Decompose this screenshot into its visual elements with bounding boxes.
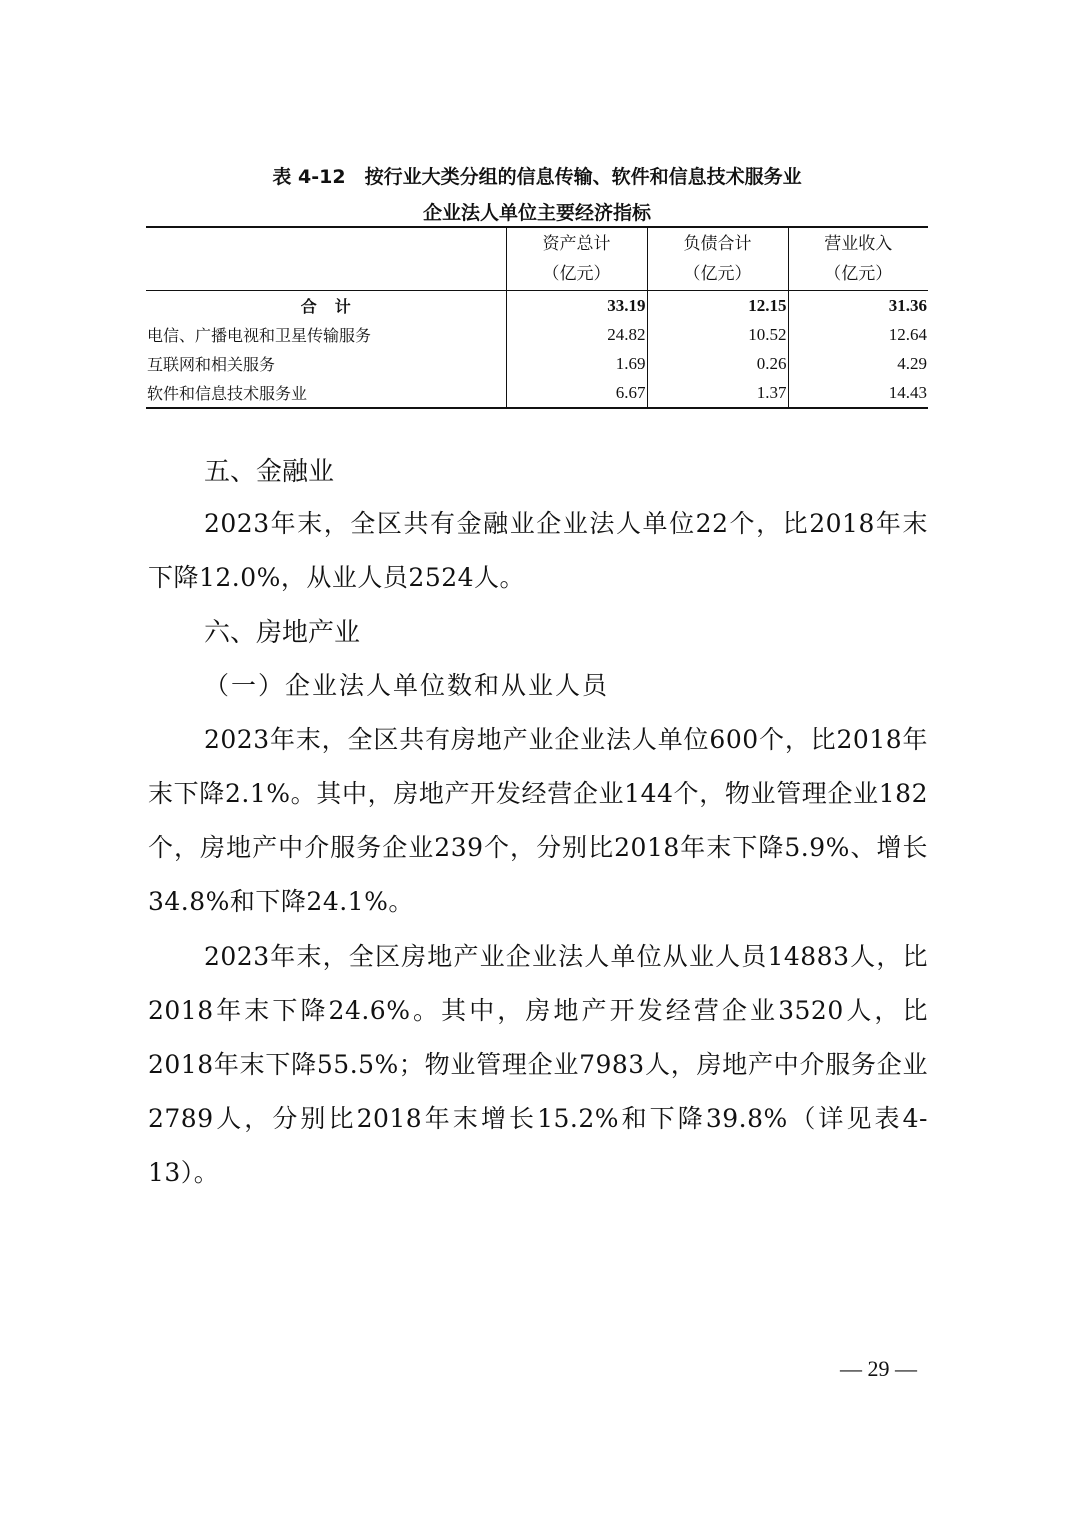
cell-assets: 24.82 <box>506 320 647 349</box>
cell-revenue: 14.43 <box>788 378 928 408</box>
economic-indicators-table <box>146 226 928 409</box>
row-label: 合计 <box>300 297 369 316</box>
header-liabilities: 负债合计 （亿元） <box>647 227 788 291</box>
table-title-line2: 企业法人单位主要经济指标 <box>422 202 651 224</box>
table-row <box>146 378 928 408</box>
header-assets: 资产总计 （亿元） <box>506 227 647 291</box>
table-row <box>146 320 928 349</box>
paragraph-real-estate-employees: 2023年末，全区房地产业企业法人单位从业人员14883人，比2018年末下降24.6%。其中，房地产开发经营企业3520人，比2018年末下降55.5%；物业管理企业7983人，房地产中介服务企业2789人，分别比2018年末增长15.2%和下降39.8%（详见表4-13）。 <box>148 942 928 1187</box>
cell-liabilities: 0.26 <box>647 349 788 378</box>
paragraph-real-estate-units: 2023年末，全区共有房地产业企业法人单位600个，比2018年末下降2.1%。其中，房地产开发经营企业144个，物业管理企业182个，房地产中介服务企业239个，分别比2018年末下降5.9%、增长34.8%和下降24.1%。 <box>148 725 928 916</box>
paragraph-finance: 2023年末，全区共有金融业企业法人单位22个，比2018年末下降12.0%，从业人员2524人。 <box>148 509 928 592</box>
table-header-row <box>146 227 928 291</box>
table-row <box>146 349 928 378</box>
cell-liabilities: 12.15 <box>647 291 788 321</box>
cell-assets: 33.19 <box>506 291 647 321</box>
header-revenue: 营业收入 （亿元） <box>788 227 928 291</box>
section-heading-real-estate: 六、房地产业 <box>204 618 361 648</box>
header-blank <box>146 227 506 291</box>
cell-assets: 1.69 <box>506 349 647 378</box>
table-row-total <box>146 291 928 321</box>
page-number: — 29 — <box>840 1356 917 1381</box>
section-heading-finance: 五、金融业 <box>204 457 335 487</box>
row-label: 电信、广播电视和卫星传输服务 <box>147 326 372 345</box>
cell-revenue: 31.36 <box>788 291 928 321</box>
table-title-line1: 表 4-12 按行业大类分组的信息传输、软件和信息技术服务业 <box>272 166 802 188</box>
subheading-enterprises: （一）企业法人单位数和从业人员 <box>204 671 610 700</box>
row-label: 互联网和相关服务 <box>147 355 276 374</box>
cell-liabilities: 1.37 <box>647 378 788 408</box>
cell-revenue: 12.64 <box>788 320 928 349</box>
cell-revenue: 4.29 <box>788 349 928 378</box>
cell-assets: 6.67 <box>506 378 647 408</box>
row-label: 软件和信息技术服务业 <box>147 384 308 403</box>
cell-liabilities: 10.52 <box>647 320 788 349</box>
